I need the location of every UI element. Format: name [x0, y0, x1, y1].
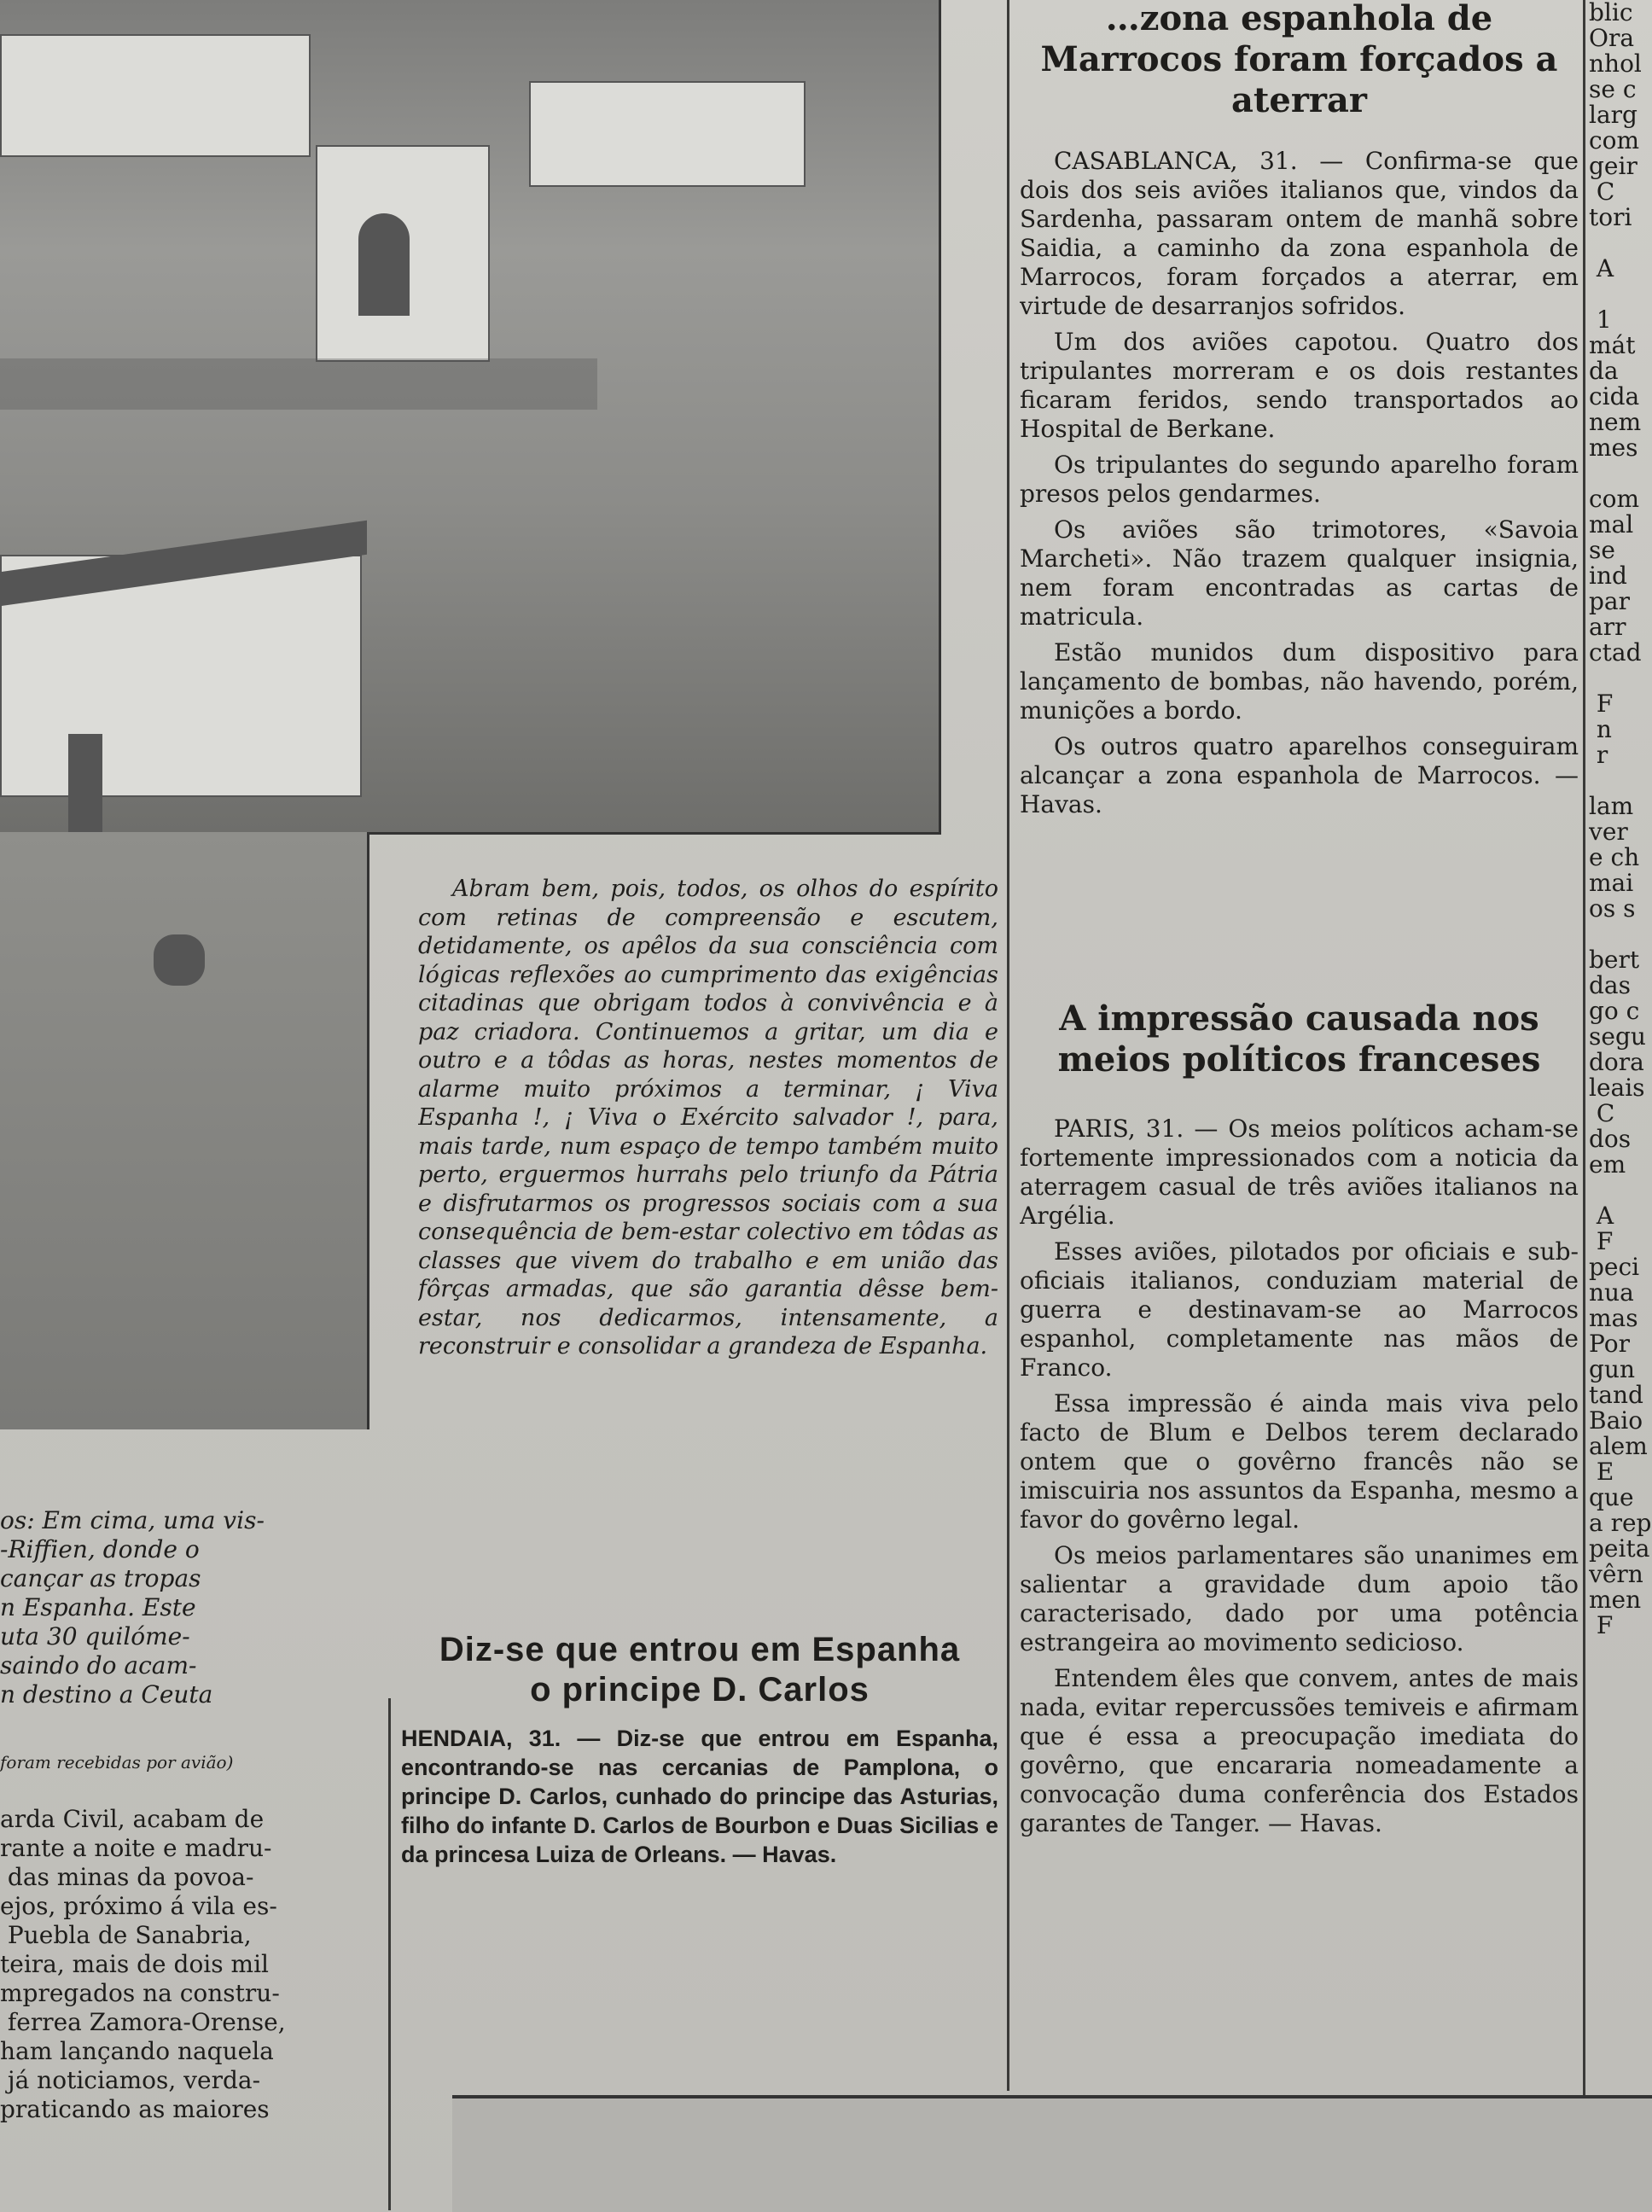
marrocos-body: [1020, 147, 1579, 819]
left-article-fragment: [0, 1805, 380, 2124]
left-fragment-line: rante a noite e madru-: [0, 1834, 272, 1862]
impressao-paragraph: Esses aviões, pilotados por oficiais e sub-oficiais italianos, conduziam material de guerra e destinavam-se ao Marrocos espanhol, completamente nas mãos de Franco.: [1020, 1237, 1579, 1382]
editorial-paragraph: Abram bem, pois, todos, os olhos do espírito com retinas de compreensão e escutem, detidamente, os apêlos da sua consciência com lógicas reflexões ao cumprimento das exigências citadinas que obrigam todos à convivência e à paz criadora. Continuemos a gritar, um dia e outro e a tôdas as horas, nestes momentos de alarme muito próximos a terminar, ¡ Viva Espanha !, ¡ Viva o Exército salvador !, para, mais tarde, num espaço de tempo também muito perto, erguermos hurrahs pelo triunfo da Pátria e disfrutarmos os progressos sociais com a sua consequência de bem-estar colectivo em tôdas as classes que vivem do trabalho e em união das fôrças armadas, que são garantia dêsse bem-estar, nos dedicarmos, intensamente, a reconstruir e consolidar a grandeza de Espanha.: [418, 876, 998, 1359]
marrocos-headline: …zona espanhola de Marrocos foram forçados a aterrar: [1040, 0, 1558, 120]
caption-line: -Riffien, donde o: [0, 1535, 200, 1563]
impressao-headline: A impressão causada nos meios políticos franceses: [1057, 998, 1541, 1080]
left-fragment-line: arda Civil, acabam de: [0, 1805, 265, 1833]
left-fragment-line: praticando as maiores: [0, 2095, 270, 2123]
bottom-illustration: [452, 2095, 1652, 2212]
editorial-column: [418, 875, 998, 1600]
left-fragment-line: teira, mais de dois mil: [0, 1950, 269, 1978]
left-fragment-line: das minas da povoa-: [0, 1863, 254, 1891]
column-rule: [1007, 0, 1009, 2091]
left-fragment-line: Puebla de Sanabria,: [0, 1921, 252, 1949]
left-fragment-line: ejos, próximo á vila es-: [0, 1892, 277, 1920]
impressao-article: [1020, 990, 1579, 2091]
marrocos-article: [1020, 0, 1579, 973]
photograph-lower: [0, 832, 369, 1429]
caption-line: n Espanha. Este: [0, 1593, 196, 1621]
impressao-paragraph: PARIS, 31. — Os meios políticos acham-se fortemente impressionados com a noticia da aterragem casual de três aviões italianos na Argélia.: [1020, 1115, 1579, 1230]
column-rule: [1583, 0, 1585, 2212]
caption-line: saindo do acam-: [0, 1651, 197, 1679]
photo-credit: foram recebidas por avião): [0, 1752, 234, 1773]
marrocos-paragraph: Estão munidos dum dispositivo para lançamento de bombas, não havendo, porém, munições a bordo.: [1020, 638, 1579, 725]
impressao-paragraph: Entendem êles que convem, antes de mais nada, evitar repercussões temiveis e afirmam que é essa a preocupação imediata do govêrno, que encararia nomeadamente a convocação duma conferência dos Estados garantes de Tanger. — Havas.: [1020, 1664, 1579, 1837]
marrocos-paragraph: Um dos aviões capotou. Quatro dos tripulantes morreram e os dois restantes ficaram feridos, sendo transportados ao Hospital de Berkane.: [1020, 328, 1579, 443]
caption-line: os: Em cima, uma vis-: [0, 1506, 265, 1534]
marrocos-paragraph: Os outros quatro aparelhos conseguiram alcançar a zona espanhola de Marrocos. — Havas.: [1020, 732, 1579, 818]
photo-caption: [0, 1506, 375, 1709]
left-fragment-line: já noticiamos, verda-: [0, 2066, 261, 2094]
column-rule: [388, 1698, 391, 2210]
impressao-paragraph: Essa impressão é ainda mais viva pelo facto de Blum e Delbos terem declarado ontem que o govêrno francês não se imiscuiria nos assuntos da Espanha, mesmo a favor do govêrno legal.: [1020, 1389, 1579, 1534]
caption-line: n destino a Ceuta: [0, 1680, 213, 1708]
caption-line: cançar as tropas: [0, 1564, 201, 1592]
carlos-headline: Diz-se que entrou em Espanha o principe D. Carlos: [439, 1631, 961, 1708]
carlos-article: [401, 1630, 998, 2091]
impressao-body: [1020, 1115, 1579, 1838]
left-fragment-line: ferrea Zamora-Orense,: [0, 2008, 286, 2036]
carlos-body: HENDAIA, 31. — Diz-se que entrou em Espanha, encontrando-se nas cercanias de Pamplona, o principe D. Carlos, cunhado do principe das Asturias, filho do infante D. Carlos de Bourbon e Duas Sicilias e da princesa Luiza de Orleans. — Havas.: [401, 1726, 998, 1867]
photograph-barracks: [0, 0, 941, 835]
caption-line: uta 30 quilóme-: [0, 1622, 190, 1650]
marrocos-paragraph: Os tripulantes do segundo aparelho foram presos pelos gendarmes.: [1020, 451, 1579, 508]
left-fragment-line: mpregados na constru-: [0, 1979, 280, 2007]
marrocos-paragraph: Os aviões são trimotores, «Savoia Marcheti». Não trazem qualquer insignia, nem foram encontradas as cartas de matricula.: [1020, 515, 1579, 631]
impressao-paragraph: Os meios parlamentares são unanimes em salientar a gravidade dum apoio tão caracterisado, dado por uma potência estrangeira ao movimento sedicioso.: [1020, 1541, 1579, 1656]
right-edge-column: blic Ora nhol se c larg com geir C tori A 1 mát da cida nem mes com mal se ind par arr ctad F n r lam ver e ch mai os s bert das go c segu dora leais C dos em A F peci nua mas Por gun tand Baio alem E que a rep peita vêrn men F: [1589, 0, 1652, 1639]
marrocos-paragraph: CASABLANCA, 31. — Confirma-se que dois dos seis aviões italianos que, vindos da Sardenha, passaram ontem de manhã sobre Saidia, a caminho da zona espanhola de Marrocos, foram forçados a aterrar, em virtude de desarranjos sofridos.: [1020, 147, 1579, 320]
left-fragment-line: ham lançando naquela: [0, 2037, 274, 2065]
